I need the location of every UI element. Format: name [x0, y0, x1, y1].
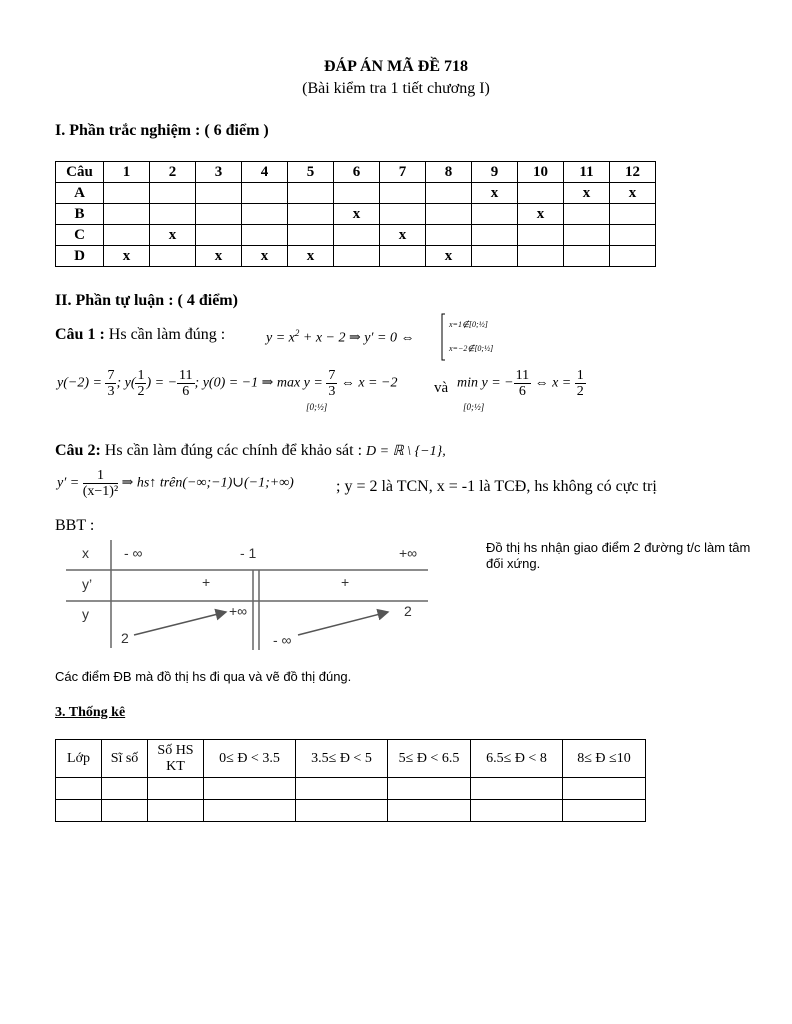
stats-header-cell: 3.5≤ Đ < 5 [296, 740, 388, 778]
answer-cell [380, 246, 426, 267]
cau1-connector: và [434, 380, 449, 396]
answer-table-header [56, 162, 656, 183]
answer-cell [196, 225, 242, 246]
answer-cell: x [472, 183, 518, 204]
question-number: 5 [288, 162, 334, 183]
answer-cell [564, 246, 610, 267]
answer-cell [518, 183, 564, 204]
stats-header-cell: Lớp [56, 740, 102, 778]
bbt-right-end: 2 [404, 603, 412, 619]
cau1-values-formula: y(−2) = $\frac{7}{3}$ ; y( $\frac{1}{2}$ ) = − $\frac{11}{6}$ ; y(0) = −1 ⇒ max y = $\frac{7}{3}$ ⇔ x = −2 [57, 368, 398, 399]
question-number: 4 [242, 162, 288, 183]
stats-cell[interactable] [563, 778, 646, 800]
stats-header-cell: Sĩ số [102, 740, 148, 778]
cau1-line [55, 326, 225, 344]
stats-cell[interactable] [56, 800, 102, 822]
question-number: 11 [564, 162, 610, 183]
question-number: 2 [150, 162, 196, 183]
answer-cell [426, 225, 472, 246]
part2-heading: II. Phần tự luận : ( 4 điểm) [55, 292, 238, 309]
answer-cell [104, 183, 150, 204]
stats-cell[interactable] [296, 778, 388, 800]
answer-row-c [56, 225, 656, 246]
question-number: 7 [380, 162, 426, 183]
question-number: 10 [518, 162, 564, 183]
variation-table [66, 540, 431, 652]
cau1-roots-bracket [441, 313, 499, 361]
stats-cell[interactable] [388, 800, 471, 822]
cau2-label: Câu 2: [55, 442, 101, 459]
answer-cell [380, 183, 426, 204]
bbt-row-x: x [82, 545, 89, 561]
answer-cell [426, 204, 472, 225]
answer-option-label: B [56, 204, 104, 225]
stats-cell[interactable] [471, 800, 563, 822]
answer-cell [564, 225, 610, 246]
answer-cell [472, 204, 518, 225]
answer-cell [610, 204, 656, 225]
answer-cell [472, 246, 518, 267]
answer-cell [380, 204, 426, 225]
stats-header-cell: 0≤ Đ < 3.5 [204, 740, 296, 778]
cau2-conclusion: ; y = 2 là TCN, x = -1 là TCĐ, hs không có cực trị [336, 478, 657, 495]
stats-blank-row [56, 778, 646, 800]
answer-cell: x [518, 204, 564, 225]
answer-cell: x [334, 204, 380, 225]
answer-cell [334, 225, 380, 246]
page-subtitle: (Bài kiểm tra 1 tiết chương I) [302, 80, 490, 97]
question-number: 12 [610, 162, 656, 183]
bbt-row-y: y [82, 606, 89, 622]
answer-option-label: D [56, 246, 104, 267]
stats-cell[interactable] [563, 800, 646, 822]
bbt-minus-one: - 1 [240, 545, 257, 561]
answer-cell [518, 246, 564, 267]
stats-header-cell: Số HS KT [148, 740, 204, 778]
question-number: 9 [472, 162, 518, 183]
answer-cell [288, 183, 334, 204]
answer-cell [288, 204, 334, 225]
answer-cell: x [150, 225, 196, 246]
stats-header-cell: 8≤ Đ ≤10 [563, 740, 646, 778]
answer-cell [196, 183, 242, 204]
bbt-label: BBT : [55, 517, 95, 534]
answer-row-a [56, 183, 656, 204]
svg-text:x=1∉[0;½]: x=1∉[0;½] [449, 320, 488, 329]
answer-cell: x [104, 246, 150, 267]
answer-cell [334, 183, 380, 204]
answer-table [55, 161, 656, 267]
stats-cell[interactable] [204, 800, 296, 822]
stats-cell[interactable] [102, 800, 148, 822]
answer-cell [610, 225, 656, 246]
stats-cell[interactable] [102, 778, 148, 800]
answer-cell [334, 246, 380, 267]
bbt-right-start: - ∞ [273, 632, 292, 648]
graph-note: Đồ thị hs nhận giao điểm 2 đường t/c làm tâm đối xứng. [486, 540, 751, 571]
bbt-pos-inf: +∞ [399, 545, 418, 561]
answer-cell [518, 225, 564, 246]
cau2-line [55, 442, 446, 460]
answer-row-b [56, 204, 656, 225]
answer-cell: x [610, 183, 656, 204]
answer-cell: x [242, 246, 288, 267]
answer-option-label: A [56, 183, 104, 204]
max-interval: [0;½] [306, 402, 328, 412]
stats-cell[interactable] [471, 778, 563, 800]
cau2-intro: Hs cần làm đúng các chính để khảo sát : [104, 442, 363, 459]
cau1-min-formula: min y = − $\frac{11}{6}$ ⇔ x = $\frac{1}{2}$ [457, 368, 584, 399]
question-number: 3 [196, 162, 242, 183]
answer-cell: x [564, 183, 610, 204]
answer-cell: x [288, 246, 334, 267]
answer-cell [564, 204, 610, 225]
stats-header-row [56, 740, 646, 778]
stats-cell[interactable] [148, 778, 204, 800]
answer-table-corner: Câu [56, 162, 104, 183]
stats-table [55, 739, 646, 822]
cau1-derivative-formula: $y = x^2 + x - 2$ ⇒ y′ = 0 ⇔ [266, 328, 415, 346]
question-number: 6 [334, 162, 380, 183]
cau1-label: Câu 1 : [55, 326, 105, 343]
bbt-left-start: 2 [121, 630, 129, 646]
answer-cell: x [426, 246, 472, 267]
stats-cell[interactable] [204, 778, 296, 800]
answer-cell [242, 204, 288, 225]
answer-cell [150, 204, 196, 225]
answer-cell [104, 225, 150, 246]
bbt-plus-left: + [202, 574, 211, 590]
question-number: 8 [426, 162, 472, 183]
answer-cell [288, 225, 334, 246]
min-interval: [0;½] [463, 402, 485, 412]
answer-row-d [56, 246, 656, 267]
answer-cell [472, 225, 518, 246]
part1-heading: I. Phần trắc nghiệm : ( 6 điểm ) [55, 122, 269, 139]
stats-cell[interactable] [296, 800, 388, 822]
stats-header-cell: 6.5≤ Đ < 8 [471, 740, 563, 778]
answer-cell [150, 183, 196, 204]
answer-cell [242, 225, 288, 246]
page-title: ĐÁP ÁN MÃ ĐỀ 718 [324, 58, 468, 75]
answer-cell [426, 183, 472, 204]
stats-cell[interactable] [388, 778, 471, 800]
bbt-left-end: +∞ [229, 603, 248, 619]
answer-cell: x [196, 246, 242, 267]
stats-blank-row [56, 800, 646, 822]
answer-cell [610, 246, 656, 267]
question-number: 1 [104, 162, 150, 183]
domain-formula: D = ℝ \ {−1}, [366, 444, 446, 459]
answer-cell [104, 204, 150, 225]
cau1-intro: Hs cần làm đúng : [108, 326, 226, 343]
stats-cell[interactable] [148, 800, 204, 822]
part3-heading: 3. Thống kê [55, 705, 126, 720]
answer-option-label: C [56, 225, 104, 246]
bracket-icon [441, 313, 499, 361]
stats-cell[interactable] [56, 778, 102, 800]
bbt-plus-right: + [341, 574, 350, 590]
answer-cell [242, 183, 288, 204]
svg-text:x=−2∉[0;½]: x=−2∉[0;½] [449, 344, 494, 353]
bbt-neg-inf: - ∞ [124, 545, 143, 561]
stats-header-cell: 5≤ Đ < 6.5 [388, 740, 471, 778]
cau2-footer: Các điểm ĐB mà đồ thị hs đi qua và vẽ đồ thị đúng. [55, 669, 352, 684]
answer-cell [196, 204, 242, 225]
cau2-derivative-formula: y′ = $\frac{1}{\text{(x−1)²}}$ ⇒ hs↑ trên(−∞;−1)∪(−1;+∞) [57, 468, 294, 499]
bbt-row-dy: y’ [82, 576, 93, 592]
answer-cell [150, 246, 196, 267]
answer-cell: x [380, 225, 426, 246]
